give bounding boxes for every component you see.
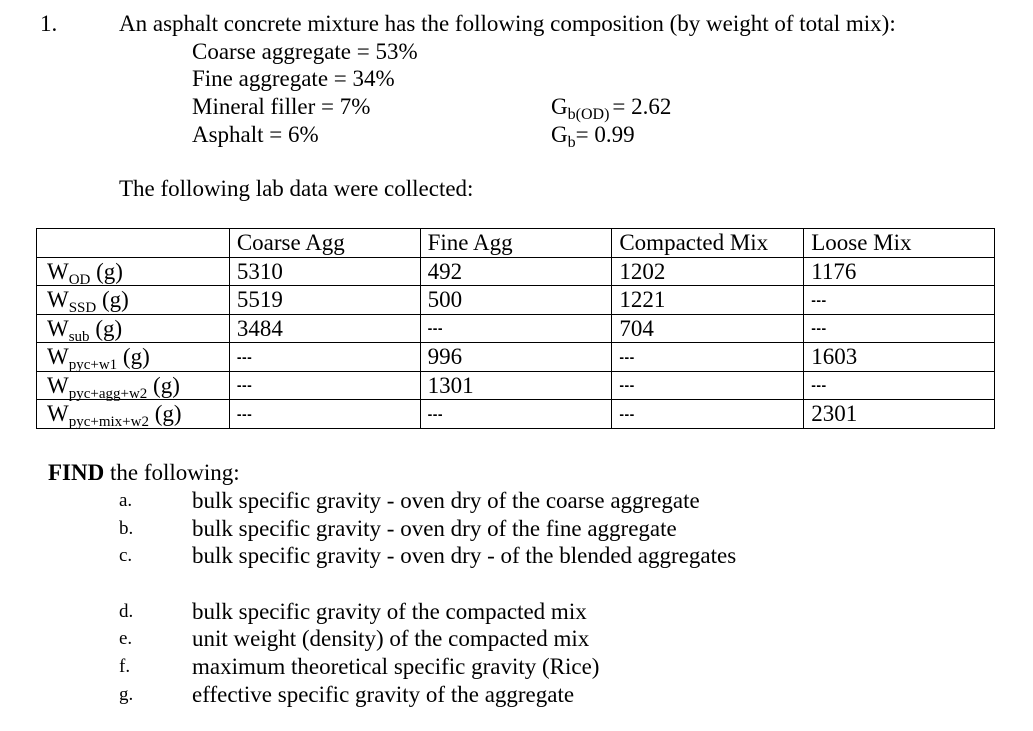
table-row (37, 343, 995, 372)
table-cell: --- (420, 314, 612, 343)
find-item-text: bulk specific gravity of the compacted mix (192, 599, 587, 624)
row-label: $W_{pyc+agg+w2}$ (g) (37, 371, 230, 400)
composition-asphalt: Asphalt = 6% (192, 122, 319, 147)
table-row (37, 257, 995, 286)
table-row (37, 286, 995, 315)
row-label: $W_{sub}$ (g) (37, 314, 230, 343)
find-item-letter: g. (119, 684, 134, 705)
problem-number: 1. (40, 11, 58, 36)
table-cell: --- (229, 343, 420, 372)
table-cell: --- (612, 371, 804, 400)
table-cell: --- (229, 371, 420, 400)
gravity-aggregate: $G_{b(OD)} = 2.62$ (551, 94, 672, 123)
table-cell: 1603 (804, 343, 995, 372)
find-item-letter: e. (119, 628, 133, 649)
row-label: $W_{OD}$ (g) (37, 257, 230, 286)
table-cell: --- (420, 400, 612, 429)
table-header-cell: Fine Agg (420, 229, 612, 258)
find-item-letter: a. (119, 490, 133, 511)
table-cell: 500 (420, 286, 612, 315)
problem-intro: An asphalt concrete mixture has the following composition (by weight of total mix): (119, 11, 896, 36)
find-item-text: bulk specific gravity - oven dry of the coarse aggregate (192, 488, 700, 513)
table-cell: --- (804, 371, 995, 400)
find-item-text: unit weight (density) of the compacted mix (192, 626, 590, 651)
find-item-letter: f. (119, 656, 131, 677)
gravity-binder: $G_b= 0.99$ (551, 122, 635, 151)
table-cell: --- (229, 400, 420, 429)
table-row (37, 371, 995, 400)
table-cell: 2301 (804, 400, 995, 429)
lab-data-table (36, 228, 995, 429)
table-cell: --- (612, 400, 804, 429)
find-item-text: bulk specific gravity - oven dry of the fine aggregate (192, 516, 677, 541)
find-item-letter: d. (119, 601, 134, 622)
table-header-cell: Loose Mix (804, 229, 995, 258)
row-label: $W_{SSD}$ (g) (37, 286, 230, 315)
composition-fine: Fine aggregate = 34% (192, 66, 395, 91)
table-cell: 3484 (229, 314, 420, 343)
table-cell: 704 (612, 314, 804, 343)
find-item-text: bulk specific gravity - oven dry - of the blended aggregates (192, 543, 737, 568)
table-cell: --- (804, 314, 995, 343)
table-cell: 1221 (612, 286, 804, 315)
table-cell: --- (612, 343, 804, 372)
table-header-cell (37, 229, 230, 258)
table-cell: 1301 (420, 371, 612, 400)
table-cell: 1202 (612, 257, 804, 286)
table-row (37, 314, 995, 343)
table-cell: 1176 (804, 257, 995, 286)
table-cell: 5310 (229, 257, 420, 286)
find-item-letter: c. (119, 545, 133, 566)
find-item-text: maximum theoretical specific gravity (Rice) (192, 654, 600, 679)
find-item-text: effective specific gravity of the aggregate (192, 682, 575, 707)
composition-coarse: Coarse aggregate = 53% (192, 39, 418, 64)
table-cell: --- (804, 286, 995, 315)
row-label: $W_{pyc+w1}$ (g) (37, 343, 230, 372)
table-row (37, 400, 995, 429)
find-item-letter: b. (119, 518, 134, 539)
find-heading: FIND the following: (48, 460, 240, 485)
table-cell: 996 (420, 343, 612, 372)
table-cell: 492 (420, 257, 612, 286)
table-header-cell: Coarse Agg (229, 229, 420, 258)
lab-intro: The following lab data were collected: (119, 176, 474, 201)
table-header-cell: Compacted Mix (612, 229, 804, 258)
table-header-row (37, 229, 995, 258)
row-label: $W_{pyc+mix+w2}$ (g) (37, 400, 230, 429)
table-cell: 5519 (229, 286, 420, 315)
composition-filler: Mineral filler = 7% (192, 94, 371, 119)
